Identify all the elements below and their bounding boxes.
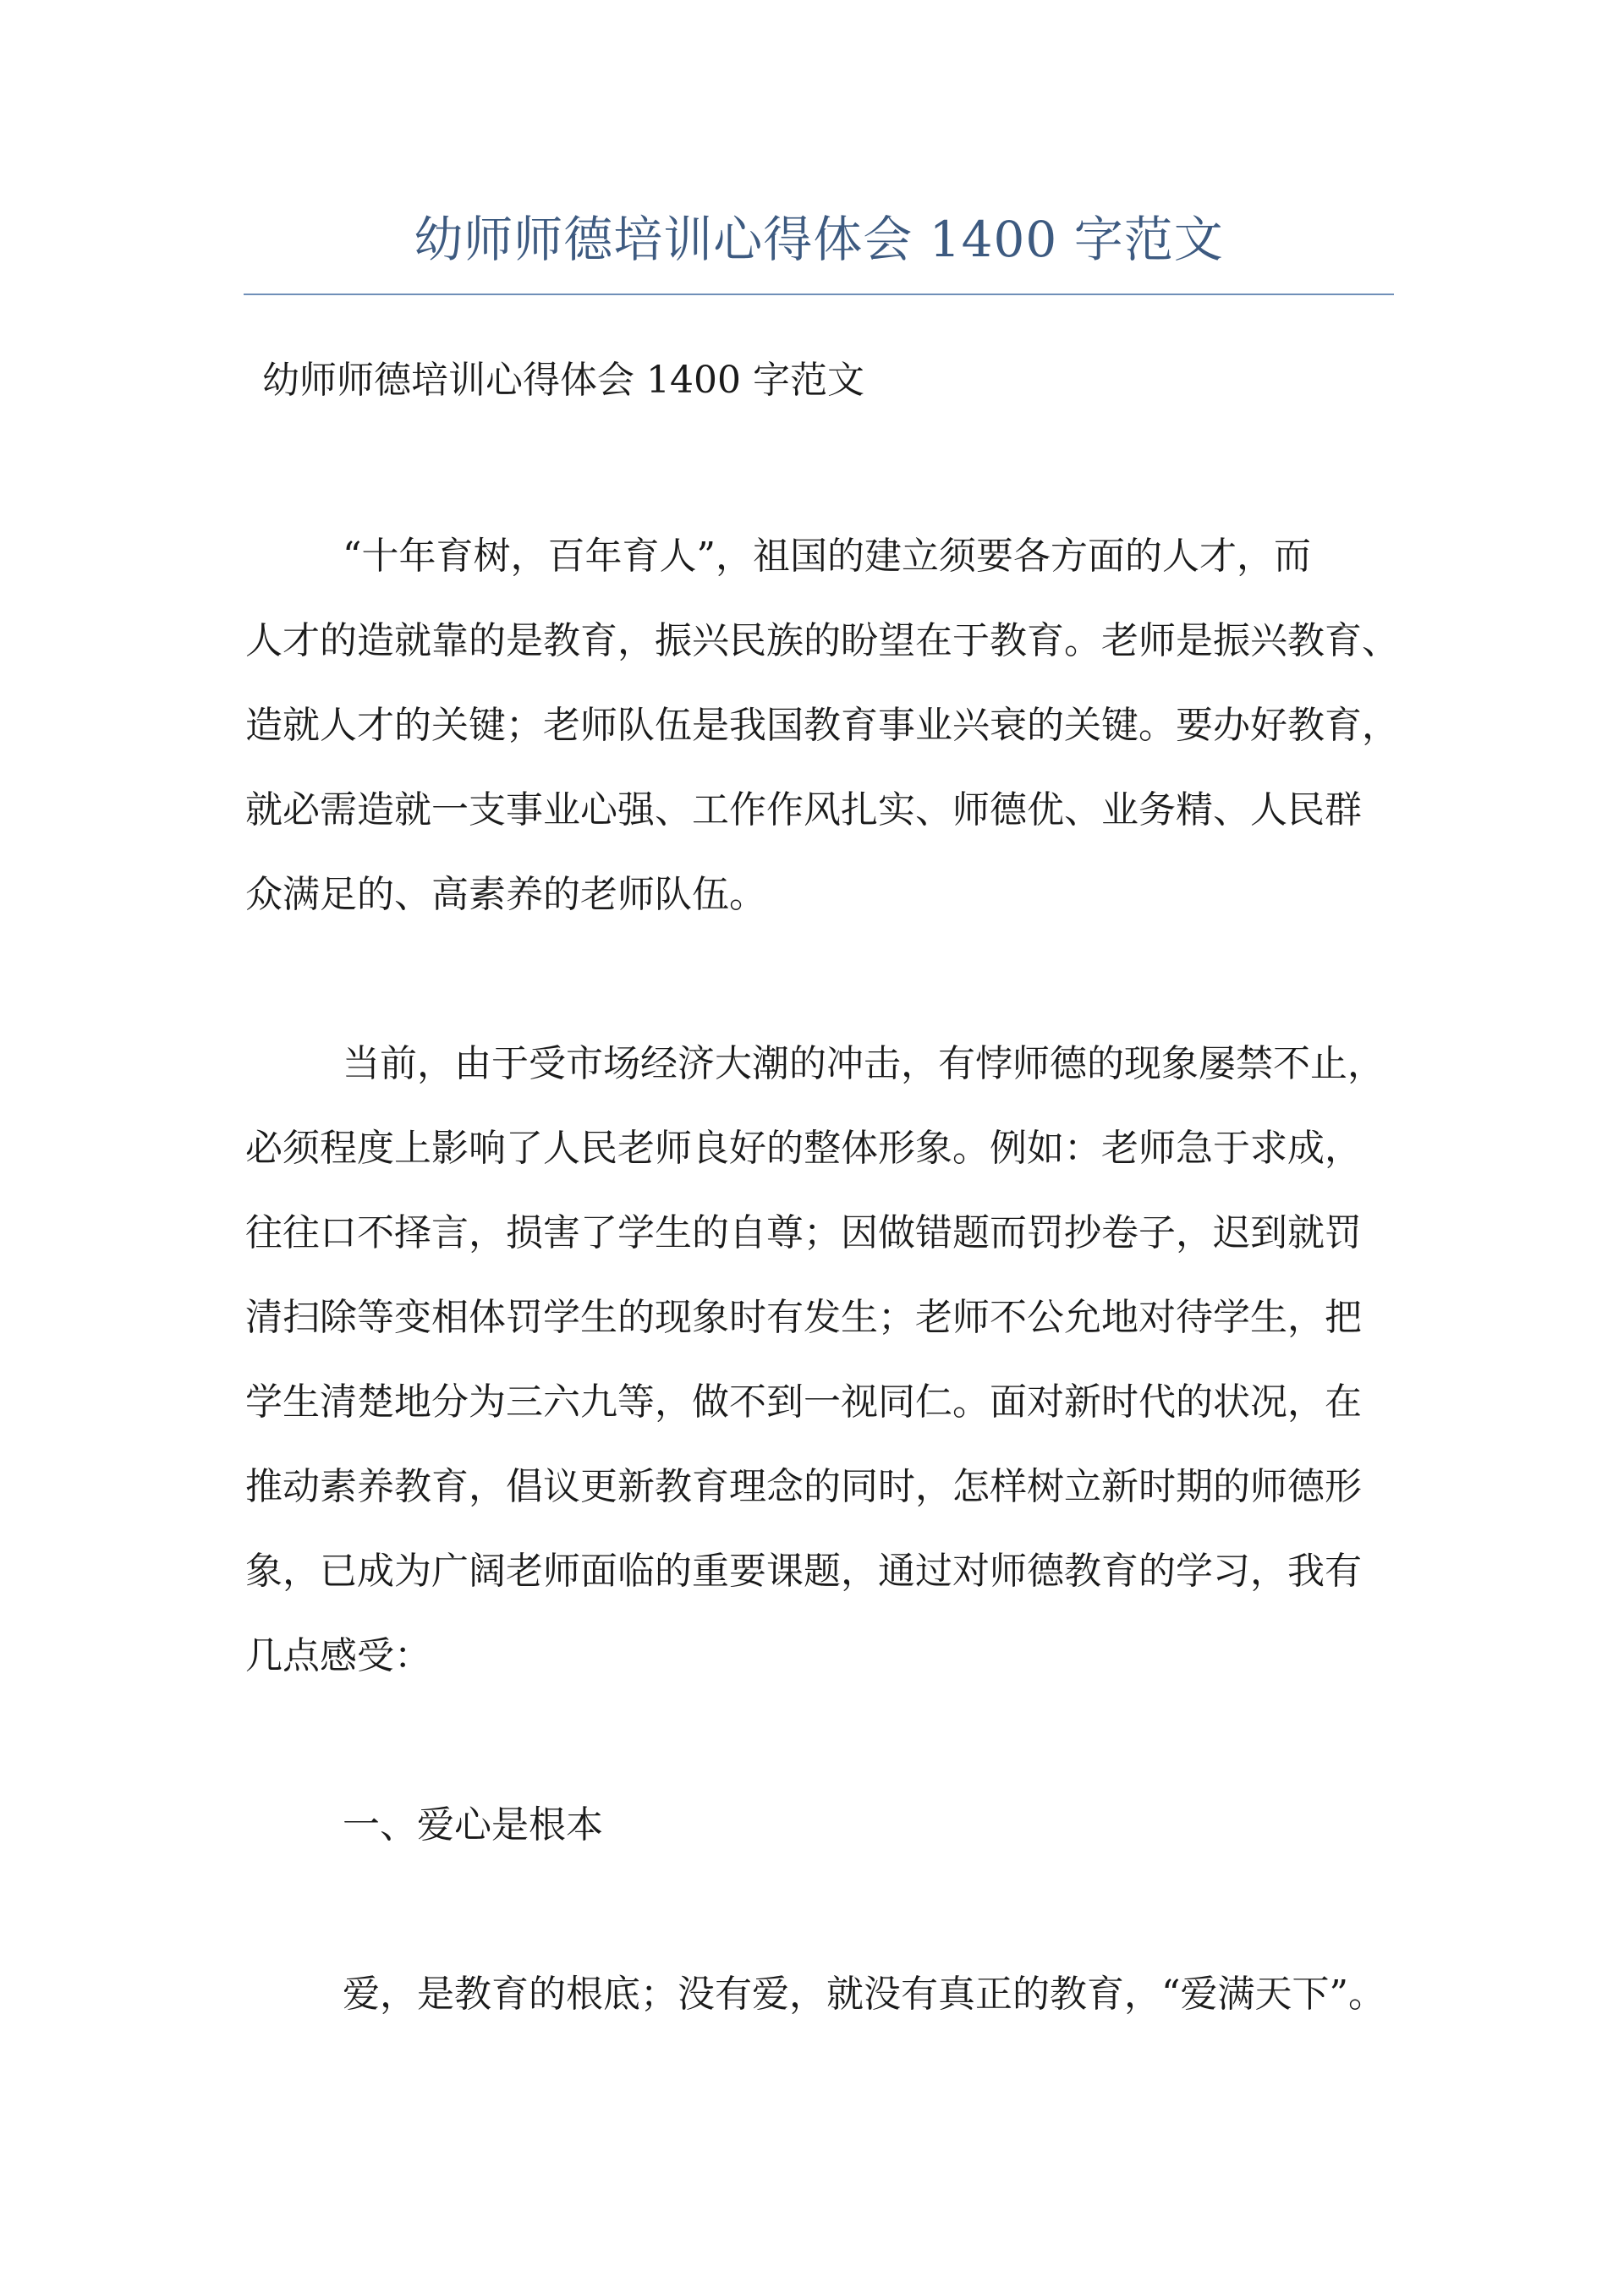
paragraph-3-line-1: 爱，是教育的根底；没有爱，就没有真正的教育，“爱满天下”。	[343, 1973, 1385, 2016]
paragraph-1-line-5: 众满足的、高素养的老师队伍。	[245, 873, 766, 916]
paragraph-2-line-7: 象，已成为广阔老师面临的重要课题，通过对师德教育的学习，我有	[245, 1550, 1362, 1593]
paragraph-2-line-4: 清扫除等变相体罚学生的现象时有发生；老师不公允地对待学生，把	[245, 1296, 1362, 1339]
paragraph-2-line-8: 几点感受：	[245, 1634, 431, 1677]
paragraph-1-line-2: 人才的造就靠的是教育，振兴民族的盼望在于教育。老师是振兴教育、	[245, 619, 1399, 662]
paragraph-2-line-2: 必须程度上影响了人民老师良好的整体形象。例如：老师急于求成，	[245, 1127, 1362, 1170]
title-underline	[244, 294, 1394, 295]
paragraph-2-line-5: 学生清楚地分为三六九等，做不到一视同仁。面对新时代的状况，在	[245, 1380, 1362, 1424]
paragraph-2-line-3: 往往口不择言，损害了学生的自尊；因做错题而罚抄卷子，迟到就罚	[245, 1211, 1362, 1254]
paragraph-1-line-3: 造就人才的关键；老师队伍是我国教育事业兴衰的关键。要办好教育，	[245, 704, 1399, 747]
document-subtitle: 幼师师德培训心得体会 1400 字范文	[262, 359, 864, 402]
paragraph-2-line-6: 推动素养教育，倡议更新教育理念的同时，怎样树立新时期的师德形	[245, 1465, 1362, 1508]
paragraph-2-line-1: 当前，由于受市场经济大潮的冲击，有悖师德的现象屡禁不止，	[343, 1042, 1385, 1085]
document-title: 幼师师德培训心得体会 1400 字范文	[414, 211, 1224, 268]
paragraph-1-line-1: “十年育树，百年育人”，祖国的建立须要各方面的人才，而	[343, 535, 1311, 578]
section-heading-1: 一、爱心是根本	[343, 1803, 603, 1847]
paragraph-1-line-4: 就必需造就一支事业心强、工作作风扎实、师德优、业务精、人民群	[245, 788, 1362, 831]
